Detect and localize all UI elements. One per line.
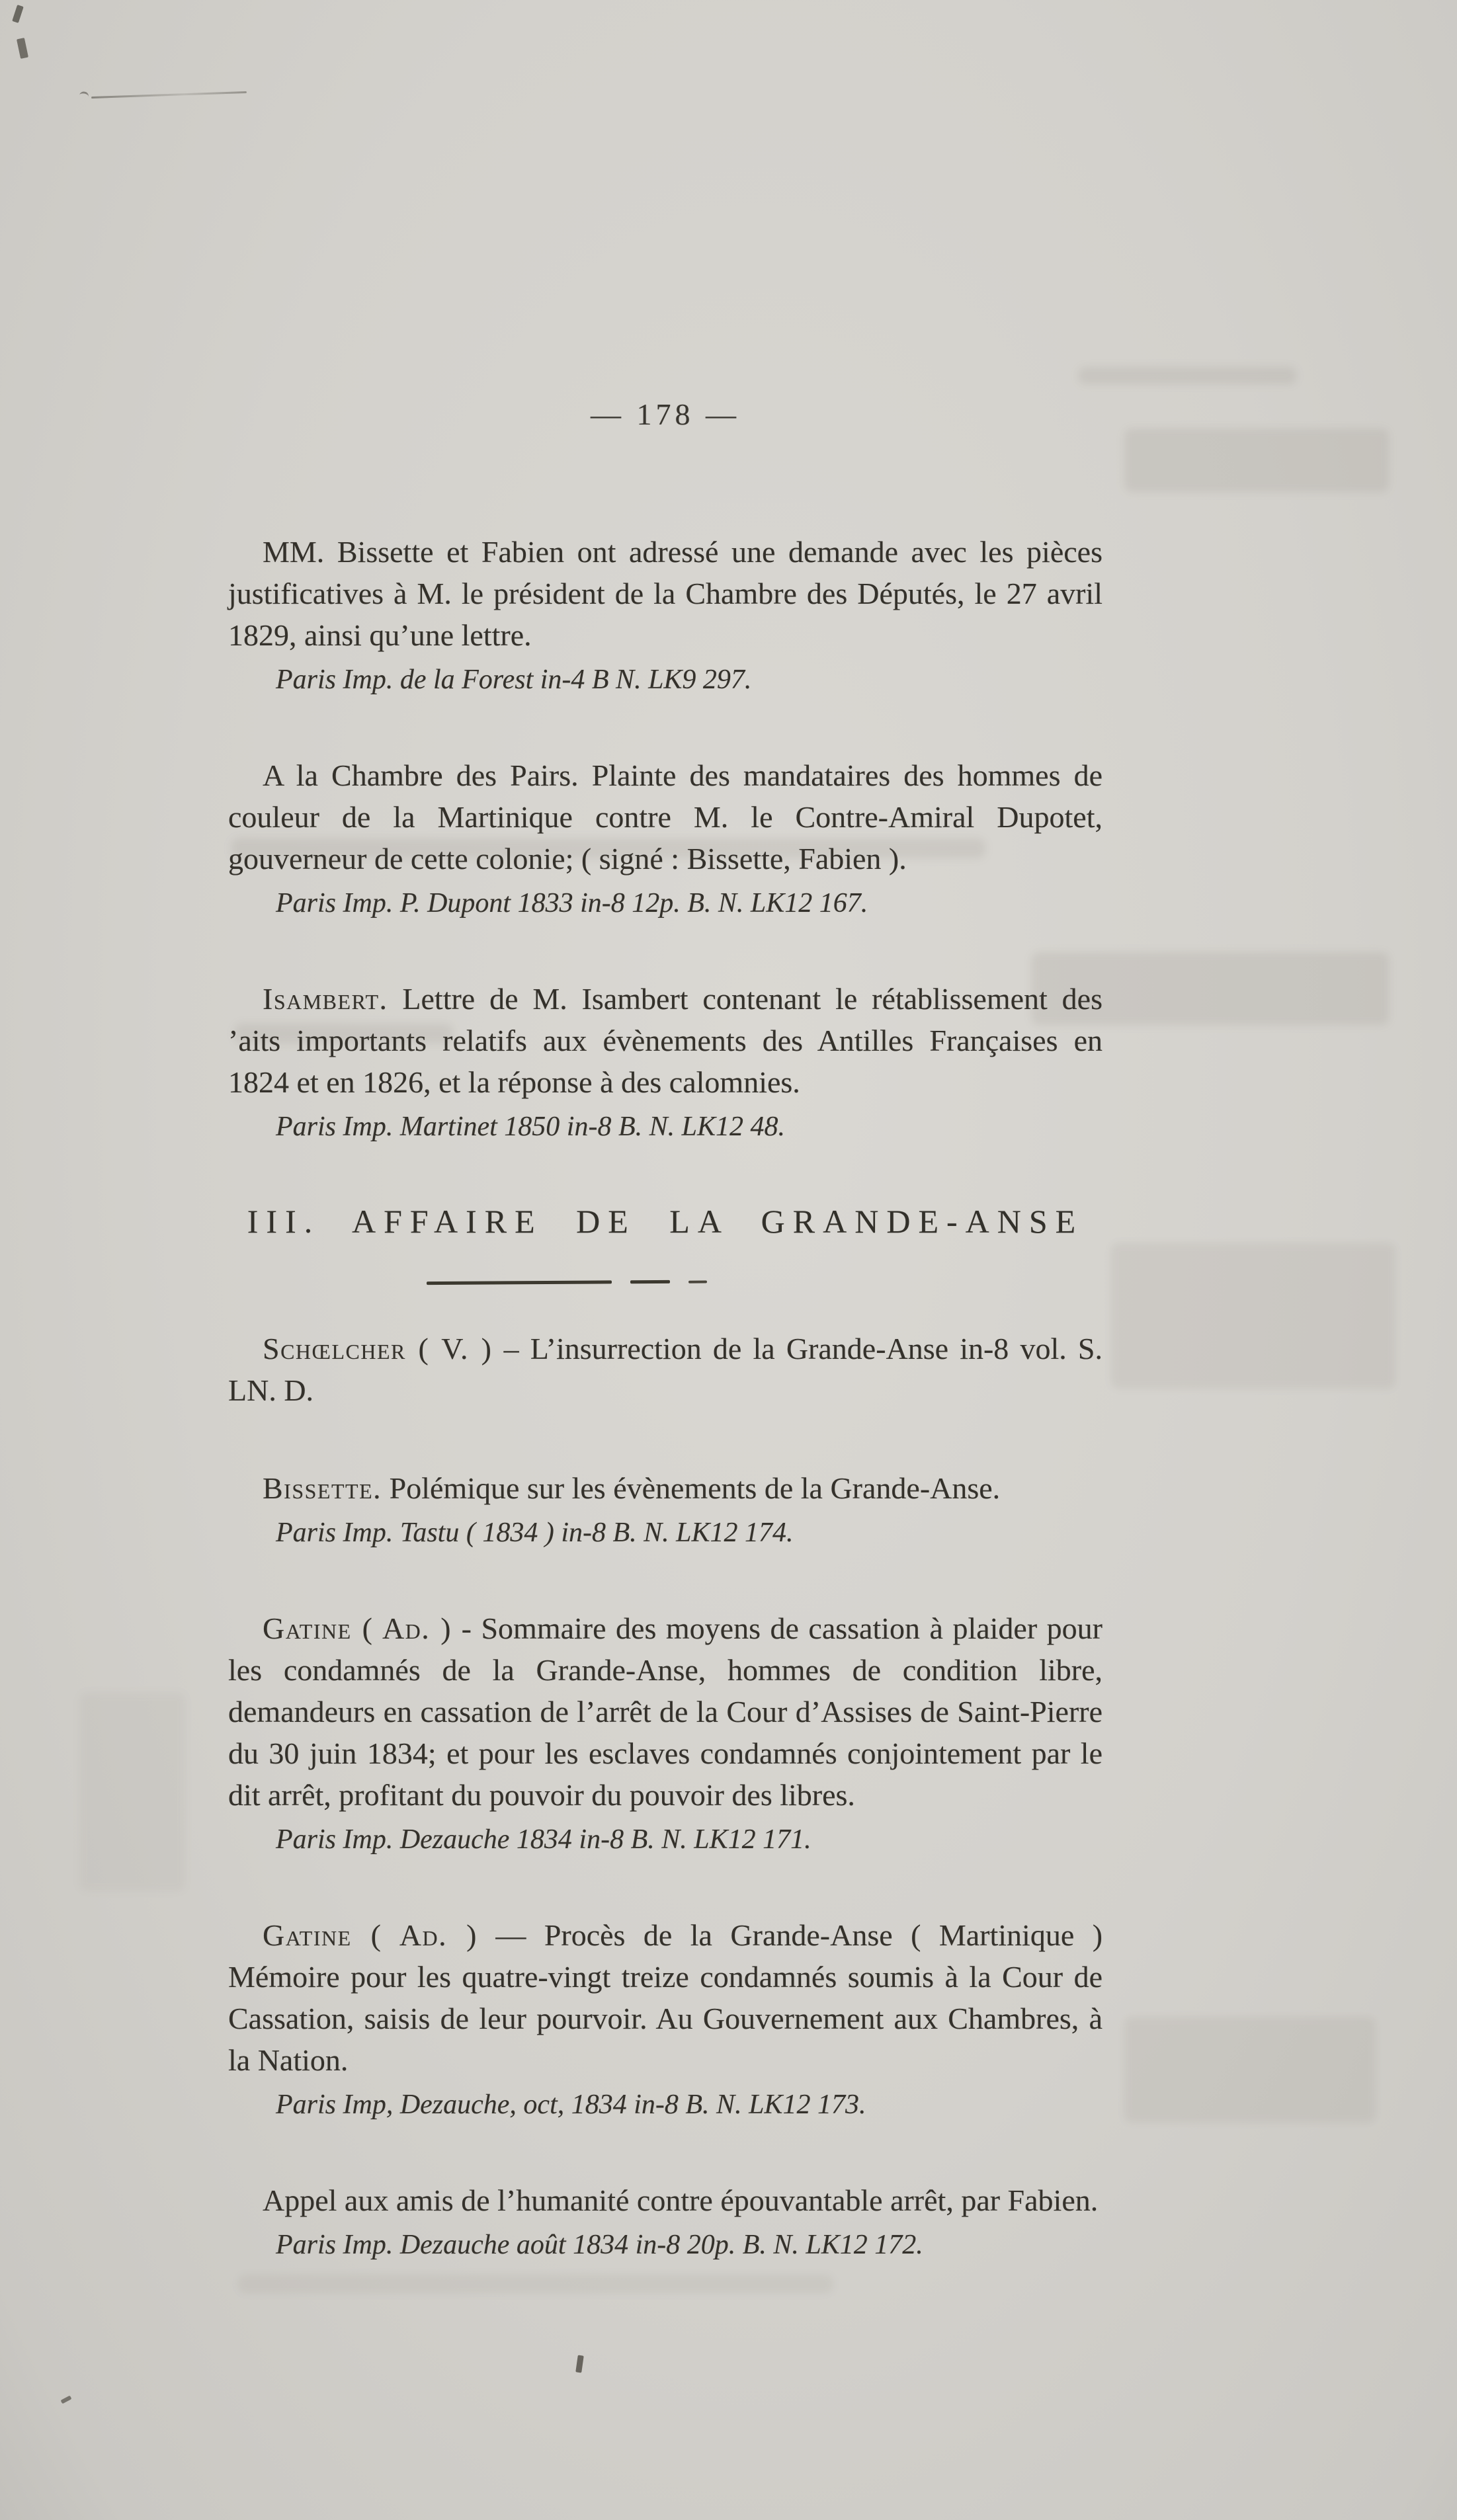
- imprint-line: Paris Imp. Tastu ( 1834 ) in-8 B. N. LK12 174.: [276, 1518, 794, 1548]
- entry-body: Polémique sur les évènements de la Grande-Anse.: [389, 1471, 1001, 1505]
- ink-mark: [12, 5, 24, 23]
- bibliography-entry: [228, 1607, 1103, 1816]
- bibliography-entry: [228, 1914, 1103, 2081]
- bleed-through-smudge: [1111, 1243, 1395, 1389]
- page-number: — 178 —: [591, 397, 740, 431]
- entry-author: Schœlcher ( V. ): [263, 1332, 493, 1365]
- imprint-line: Paris Imp. Martinet 1850 in-8 B. N. LK12 48.: [276, 1112, 786, 1142]
- entry-body: — Procès de la Grande-Anse ( Martinique ) Mémoire pour les quatre-vingt treize condamnés soumis à la Cour de Cassation, saisis de leur pourvoir. Au Gouvernement aux Chambres, à la Nation.: [228, 1918, 1103, 2077]
- divider-rule: [427, 1280, 612, 1285]
- imprint-line: Paris Imp, Dezauche, oct, 1834 in-8 B. N. LK12 173.: [276, 2090, 866, 2120]
- entry-author: Isambert.: [263, 982, 388, 1016]
- imprint-line: Paris Imp. P. Dupont 1833 in-8 12p. B. N. LK12 167.: [276, 888, 868, 918]
- bibliography-entry: [228, 2179, 1103, 2221]
- bibliography-entry: [228, 1467, 1103, 1509]
- section-heading: III. AFFAIRE DE LA GRANDE-ANSE: [247, 1203, 1084, 1240]
- ink-mark: [575, 2355, 584, 2373]
- entry-author: Bissette.: [263, 1471, 382, 1505]
- divider-dash: [630, 1280, 670, 1283]
- imprint-line: Paris Imp. Dezauche 1834 in-8 B. N. LK12 171.: [276, 1824, 812, 1855]
- bleed-through-smudge: [1124, 2017, 1376, 2123]
- bibliography-entry: [228, 754, 1103, 879]
- section-divider: [427, 1278, 1103, 1285]
- imprint-line: Paris Imp. de la Forest in-4 B N. LK9 297.: [276, 665, 752, 695]
- entry-body: - Sommaire des moyens de cassation à plaider pour les condamnés de la Grande-Anse, hommes de condition libre, demandeurs en cassation de l’arrêt de la Cour d’Assises de Saint-Pierre du 30 juin 1834; et pour les esclaves condamnés conjointement par le dit arrêt, profitant du pouvoir du pouvoir des libres.: [228, 1611, 1103, 1812]
- entry-author: Gatine ( Ad. ): [263, 1918, 478, 1952]
- bibliography-entry: [228, 978, 1103, 1103]
- entry-body: MM. Bissette et Fabien ont adressé une demande avec les pièces justificatives à M. le président de la Chambre des Députés, le 27 avril 1829, ainsi qu’une lettre.: [228, 535, 1103, 652]
- entry-body: – L’insurrection de la Grande-Anse in-8 vol. S. LN. D.: [228, 1332, 1103, 1407]
- bleed-through-smudge: [1124, 428, 1389, 492]
- entry-body: Lettre de M. Isambert contenant le rétablissement des ’aits importants relatifs aux évènements des Antilles Françaises en 1824 et en 1826, et la réponse à des calomnies.: [228, 982, 1103, 1099]
- bibliography-entry: [228, 531, 1103, 656]
- entry-body: Appel aux amis de l’humanité contre épouvantable arrêt, par Fabien.: [263, 2183, 1099, 2217]
- divider-dash: [688, 1280, 707, 1283]
- text-column: [228, 397, 1103, 2320]
- bleed-through-smudge: [79, 1693, 185, 1891]
- entry-author: Gatine ( Ad. ): [263, 1611, 452, 1645]
- ink-mark: [17, 38, 28, 59]
- bleed-through-smudge: [1078, 367, 1296, 384]
- pencil-squiggle: [91, 91, 247, 99]
- entry-body: A la Chambre des Pairs. Plainte des mandataires des hommes de couleur de la Martinique contre M. le Contre-Amiral Dupotet, gouverneur de cette colonie; ( signé : Bissette, Fabien ).: [228, 758, 1103, 875]
- bibliography-entry: [228, 1328, 1103, 1411]
- imprint-line: Paris Imp. Dezauche août 1834 in-8 20p. B. N. LK12 172.: [276, 2230, 923, 2260]
- ink-mark: [61, 2396, 72, 2404]
